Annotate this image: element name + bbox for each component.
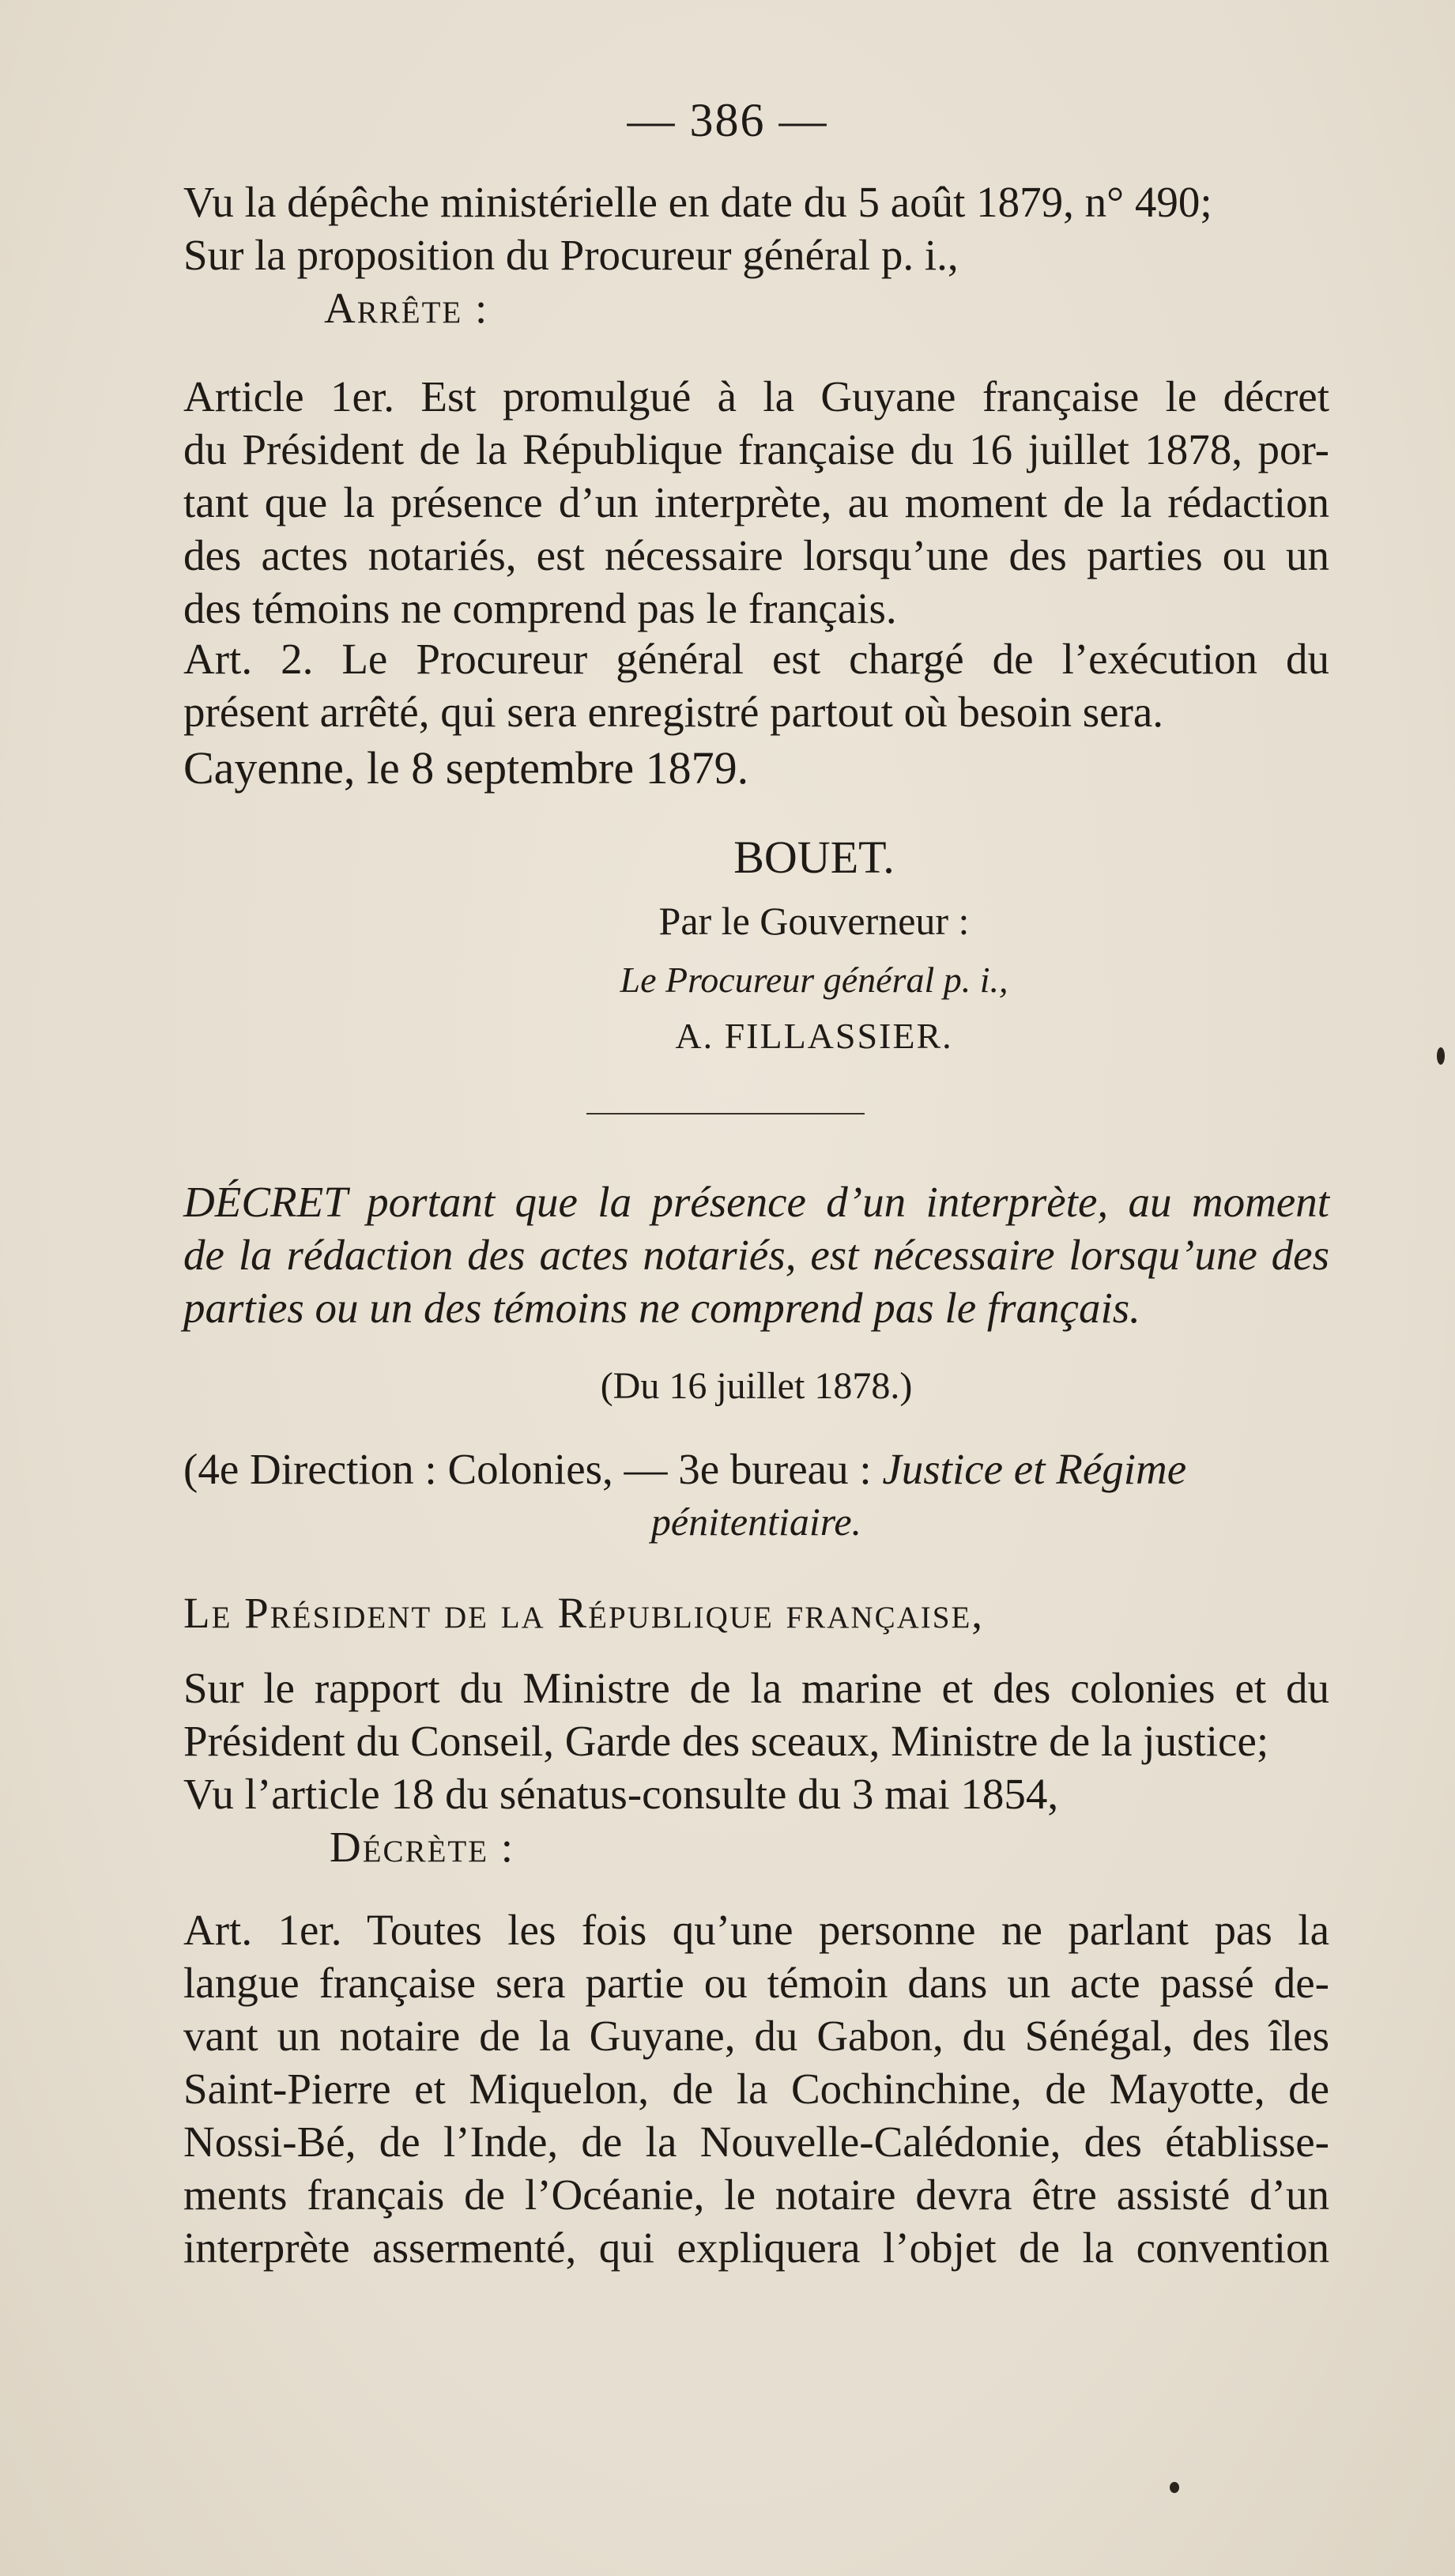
decrete-heading: Décrète : <box>330 1823 515 1871</box>
article1-line: des témoins ne comprend pas le français. <box>183 584 897 632</box>
direction-italic: Justice et Régime <box>882 1445 1187 1493</box>
article2-line: Art. 2. Le Procureur général est chargé de l’exécution du <box>183 635 1329 683</box>
section-divider <box>586 1113 865 1115</box>
vu-article: Vu l’article 18 du sénatus-consulte du 3 mai 1854, <box>183 1770 1059 1818</box>
rapport-line: Sur le rapport du Ministre de la marine et des colonies et du <box>183 1664 1329 1712</box>
art1-line: ments français de l’Océanie, le notaire devra être assisté d’un <box>183 2171 1329 2219</box>
decret-title <box>183 1175 1329 1334</box>
decret-title-line: DÉCRET portant que la présence d’un interprète, au moment <box>183 1178 1329 1226</box>
decret-date: (Du 16 juillet 1878.) <box>600 1365 913 1407</box>
art1-line: Nossi-Bé, de l’Inde, de la Nouvelle-Calédonie, des établisse- <box>183 2118 1329 2166</box>
decret-date-block <box>183 1360 1329 1412</box>
art1-line: vant un notaire de la Guyane, du Gabon, du Sénégal, des îles <box>183 2012 1329 2060</box>
sur-proposition: Sur la proposition du Procureur général p. i., <box>183 231 959 279</box>
ink-speck <box>1437 1047 1445 1065</box>
art1-line: langue française sera partie ou témoin dans un acte passé de- <box>183 1959 1329 2007</box>
president-block <box>183 1586 1329 1639</box>
direction-prefix: (4e Direction : Colonies, — 3e bureau : <box>183 1445 872 1493</box>
decret-title-line: parties ou un des témoins ne comprend pas le français. <box>183 1284 1140 1332</box>
place-date: Cayenne, le 8 septembre 1879. <box>183 742 749 794</box>
arrete-heading: Arrête : <box>324 284 489 332</box>
place-date-block <box>183 741 1329 794</box>
article1-line: tant que la présence d’un interprète, au moment de la rédaction <box>183 478 1329 526</box>
decret-title-line: de la rédaction des actes notariés, est nécessaire lorsqu’une des <box>183 1231 1329 1279</box>
article1-line: des actes notariés, est nécessaire lorsqu’une des parties ou un <box>183 531 1329 579</box>
rapport-line: Président du Conseil, Garde des sceaux, Ministre de la justice; <box>183 1717 1269 1765</box>
article1-line: du Président de la République française du 16 juillet 1878, por- <box>183 425 1329 473</box>
signature-block <box>182 826 1446 1065</box>
ink-speck <box>1170 2482 1179 2493</box>
direction-line <box>183 1443 1329 1495</box>
signature-name2: A. FILLASSIER. <box>675 1016 953 1056</box>
arrete-block <box>183 175 1329 334</box>
art1-line: Saint-Pierre et Miquelon, de la Cochinchine, de Mayotte, de <box>183 2065 1329 2113</box>
article1-line: Article 1er. Est promulgué à la Guyane française le décret <box>183 372 1329 421</box>
signature-name: BOUET. <box>733 832 895 883</box>
art1-line: interprète assermenté, qui expliquera l’objet de la convention <box>183 2223 1329 2272</box>
article-1 <box>183 370 1329 635</box>
art1-line: Art. 1er. Toutes les fois qu’une personne ne parlant pas la <box>183 1906 1329 1954</box>
president-heading: Le Président de la République française, <box>183 1589 985 1637</box>
rapport-block <box>183 1661 1329 1873</box>
signature-role: Le Procureur général p. i., <box>620 960 1008 1000</box>
direction-block <box>183 1443 1329 1548</box>
signature-par: Par le Gouverneur : <box>658 899 970 943</box>
direction-line2: pénitentiaire. <box>650 1499 862 1544</box>
article-2 <box>183 632 1329 738</box>
article2-line: présent arrêté, qui sera enregistré partout où besoin sera. <box>183 688 1164 736</box>
page-number: — 386 — <box>627 94 828 146</box>
art1-block <box>183 1903 1329 2274</box>
vu-depeche: Vu la dépêche ministérielle en date du 5 août 1879, n° 490; <box>183 178 1212 226</box>
